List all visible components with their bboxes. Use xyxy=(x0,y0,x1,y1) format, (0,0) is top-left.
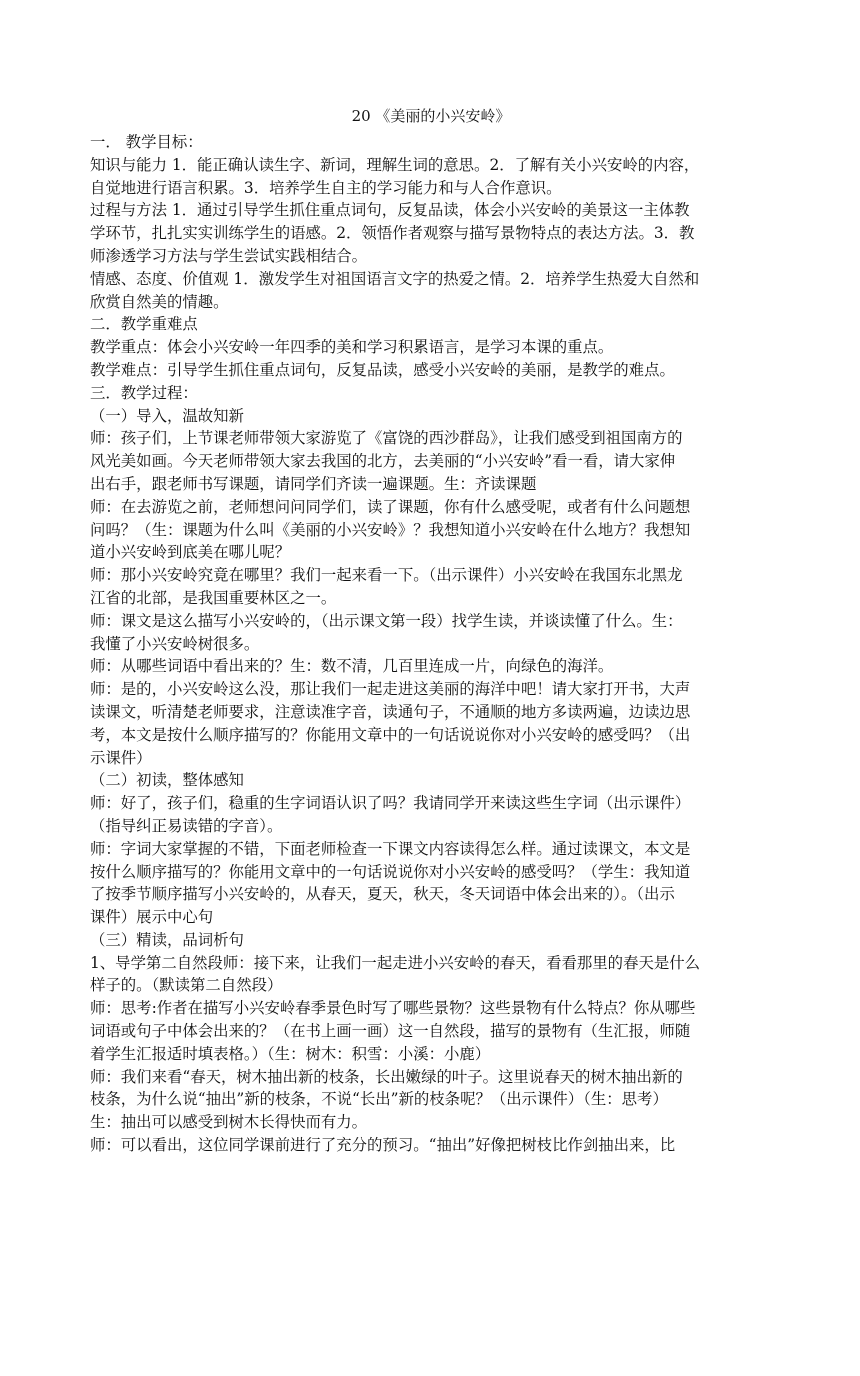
text-line: 枝条，为什么说“抽出”新的枝条，不说“长出”新的枝条呢？（出示课件）（生：思考） xyxy=(90,1090,668,1109)
text-line: 师：在去游览之前，老师想问问同学们，读了课题，你有什么感受呢，或者有什么问题想 xyxy=(90,497,691,516)
text-line: 江省的北部，是我国重要林区之一。 xyxy=(90,588,337,607)
text-line: 师：思考:作者在描写小兴安岭春季景色时写了哪些景物？这些景物有什么特点？你从哪些 xyxy=(90,999,696,1018)
text-line: 学环节，扎扎实实训练学生的语感。2．领悟作者观察与描写景物特点的表达方法。3．教 xyxy=(90,224,695,243)
text-line: 课件）展示中心句 xyxy=(90,908,214,927)
text-line: 过程与方法 1．通过引导学生抓住重点词句，反复品读，体会小兴安岭的美景这一主体教 xyxy=(90,201,690,220)
document-page xyxy=(90,104,772,1157)
document-title: 20 《美丽的小兴安岭》 xyxy=(351,107,511,125)
text-line: 二．教学重难点 xyxy=(90,315,198,334)
text-line: 师渗透学习方法与学生尝试实践相结合。 xyxy=(90,246,368,265)
text-line: 教学难点：引导学生抓住重点词句，反复品读，感受小兴安岭的美丽，是教学的难点。 xyxy=(90,360,675,379)
text-line: 师：可以看出，这位同学课前进行了充分的预习。“抽出”好像把树枝比作剑抽出来，比 xyxy=(90,1136,676,1155)
text-line: 知识与能力 1．能正确认读生字、新词，理解生词的意思。2．了解有关小兴安岭的内容， xyxy=(90,155,700,174)
text-line: 师：我们来看“春天，树木抽出新的枝条，长出嫩绿的叶子。这里说春天的树木抽出新的 xyxy=(90,1067,683,1086)
text-line: 按什么顺序描写的？你能用文章中的一句话说说你对小兴安岭的感受吗？（学生：我知道 xyxy=(90,862,691,881)
text-line: 我懂了小兴安岭树很多。 xyxy=(90,634,260,653)
text-line: 师：从哪些词语中看出来的？生：数不清，几百里连成一片，向绿色的海洋。 xyxy=(90,657,614,676)
text-line: 读课文，听清楚老师要求，注意读准字音，读通句子，不通顺的地方多读两遍，边读边思 xyxy=(90,702,691,721)
text-line: 样子的。（默读第二自然段） xyxy=(90,976,283,995)
text-line: 着学生汇报适时填表格。）（生：树木：积雪：小溪：小鹿） xyxy=(90,1044,491,1063)
text-line: 道小兴安岭到底美在哪儿呢？ xyxy=(90,543,291,562)
text-line: 出右手，跟老师书写课题，请同学们齐读一遍课题。生：齐读课题 xyxy=(90,474,537,493)
text-line: 三．教学过程： xyxy=(90,383,198,402)
text-line: 考，本文是按什么顺序描写的？你能用文章中的一句话说说你对小兴安岭的感受吗？（出 xyxy=(90,725,691,744)
text-line: 欣赏自然美的情趣。 xyxy=(90,292,229,311)
text-line: （二）初读，整体感知 xyxy=(90,771,244,790)
text-line: 教学重点：体会小兴安岭一年四季的美和学习积累语言，是学习本课的重点。 xyxy=(90,338,614,357)
text-line: 情感、态度、价值观 1．激发学生对祖国语言文字的热爱之情。2．培养学生热爱大自然和 xyxy=(90,269,700,288)
text-line: （三）精读，品词析句 xyxy=(90,930,244,949)
text-line: 了按季节顺序描写小兴安岭的，从春天，夏天，秋天，冬天词语中体会出来的）。（出示 xyxy=(90,885,675,904)
text-line: 问吗？（生：课题为什么叫《美丽的小兴安岭》？我想知道小兴安岭在什么地方？我想知 xyxy=(90,520,691,539)
document-body xyxy=(90,131,772,1157)
text-line: 自觉地进行语言积累。3．培养学生自主的学习能力和与人合作意识。 xyxy=(90,178,562,197)
text-line: 师：孩子们，上节课老师带领大家游览了《富饶的西沙群岛》，让我们感受到祖国南方的 xyxy=(90,429,683,448)
text-line: 师：好了，孩子们，稳重的生字词语认识了吗？我请同学开来读这些生字词（出示课件） xyxy=(90,794,691,813)
text-line: 词语或句子中体会出来的？（在书上画一画）这一自然段，描写的景物有（生汇报，师随 xyxy=(90,1022,691,1041)
text-line: 1、导学第二自然段师：接下来，让我们一起走进小兴安岭的春天，看看那里的春天是什么 xyxy=(90,953,701,972)
text-line: 师：那小兴安岭究竟在哪里？我们一起来看一下。（出示课件）小兴安岭在我国东北黑龙 xyxy=(90,566,683,585)
text-line: 生：抽出可以感受到树木长得快而有力。 xyxy=(90,1113,368,1132)
text-line: 师：是的，小兴安岭这么没，那让我们一起走进这美丽的海洋中吧！请大家打开书，大声 xyxy=(90,680,691,699)
text-line: 师：课文是这么描写小兴安岭的，（出示课文第一段）找学生读，并谈读懂了什么。生： xyxy=(90,611,683,630)
text-line: 风光美如画。今天老师带领大家去我国的北方，去美丽的“小兴安岭”看一看，请大家伸 xyxy=(90,452,676,471)
text-line: （一）导入，温故知新 xyxy=(90,406,244,425)
text-line: 示课件） xyxy=(90,748,152,767)
text-line: 师：字词大家掌握的不错，下面老师检查一下课文内容读得怎么样。通过读课文，本文是 xyxy=(90,839,691,858)
text-line: 一． 教学目标： xyxy=(90,133,203,151)
text-line: （指导纠正易读错的字音）。 xyxy=(90,816,283,835)
